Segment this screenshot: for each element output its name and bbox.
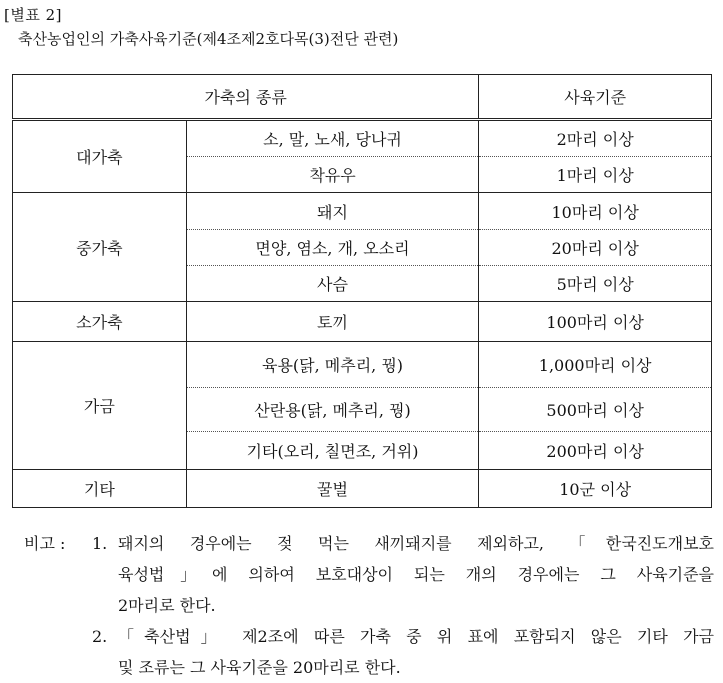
remark-number: 2. — [92, 627, 108, 646]
kind-cell: 기타(오리, 칠면조, 거위) — [186, 432, 479, 470]
kind-cell: 사슴 — [186, 266, 479, 302]
remark-line: 돼지의 경우에는 젖 먹는 새끼돼지를 제외하고, 「한국진도개보호 — [118, 534, 714, 553]
table-row — [13, 193, 712, 230]
standard-cell: 10군 이상 — [479, 470, 712, 508]
category-cell: 소가축 — [13, 302, 187, 342]
standard-cell: 200마리 이상 — [479, 432, 712, 470]
remarks-section — [24, 528, 714, 683]
category-cell: 대가축 — [13, 120, 187, 193]
category-cell: 기타 — [13, 470, 187, 508]
document-title: 축산농업인의 가축사육기준(제4조제2호다목(3)전단 관련) — [18, 30, 399, 48]
remark-item — [24, 590, 714, 621]
table-row — [13, 120, 712, 157]
remark-item — [24, 621, 714, 652]
standard-cell: 1,000마리 이상 — [479, 342, 712, 388]
standard-cell: 5마리 이상 — [479, 266, 712, 302]
livestock-standards-table — [12, 74, 712, 508]
remark-item — [24, 559, 714, 590]
remarks-label: 비고 : — [24, 534, 66, 553]
appendix-label: [별표 2] — [4, 6, 62, 24]
kind-cell: 착유우 — [186, 157, 479, 193]
kind-cell: 꿀벌 — [186, 470, 479, 508]
kind-cell: 토끼 — [186, 302, 479, 342]
remark-line: 육성법」에 의하여 보호대상이 되는 개의 경우에는 그 사육기준을 — [118, 565, 714, 584]
header-breeding-standard: 사육기준 — [479, 75, 712, 120]
remark-line: 「축산법」 제2조에 따른 가축 중 위 표에 포함되지 않은 기타 가금 — [118, 627, 714, 646]
remark-number: 1. — [92, 534, 108, 553]
remark-line: 2마리로 한다. — [118, 596, 216, 615]
kind-cell: 소, 말, 노새, 당나귀 — [186, 120, 479, 157]
standard-cell: 100마리 이상 — [479, 302, 712, 342]
table-row — [13, 342, 712, 388]
category-cell: 가금 — [13, 342, 187, 470]
standard-cell: 1마리 이상 — [479, 157, 712, 193]
kind-cell: 산란용(닭, 메추리, 꿩) — [186, 388, 479, 432]
standard-cell: 500마리 이상 — [479, 388, 712, 432]
remark-item — [24, 528, 714, 559]
kind-cell: 돼지 — [186, 193, 479, 230]
header-livestock-type: 가축의 종류 — [13, 75, 479, 120]
kind-cell: 면양, 염소, 개, 오소리 — [186, 230, 479, 266]
remark-item — [24, 652, 714, 683]
table-row — [13, 470, 712, 508]
standard-cell: 20마리 이상 — [479, 230, 712, 266]
remark-line: 및 조류는 그 사육기준을 20마리로 한다. — [118, 658, 401, 677]
category-cell: 중가축 — [13, 193, 187, 302]
table-row — [13, 302, 712, 342]
table-header-row — [13, 75, 712, 120]
standard-cell: 2마리 이상 — [479, 120, 712, 157]
standard-cell: 10마리 이상 — [479, 193, 712, 230]
kind-cell: 육용(닭, 메추리, 꿩) — [186, 342, 479, 388]
